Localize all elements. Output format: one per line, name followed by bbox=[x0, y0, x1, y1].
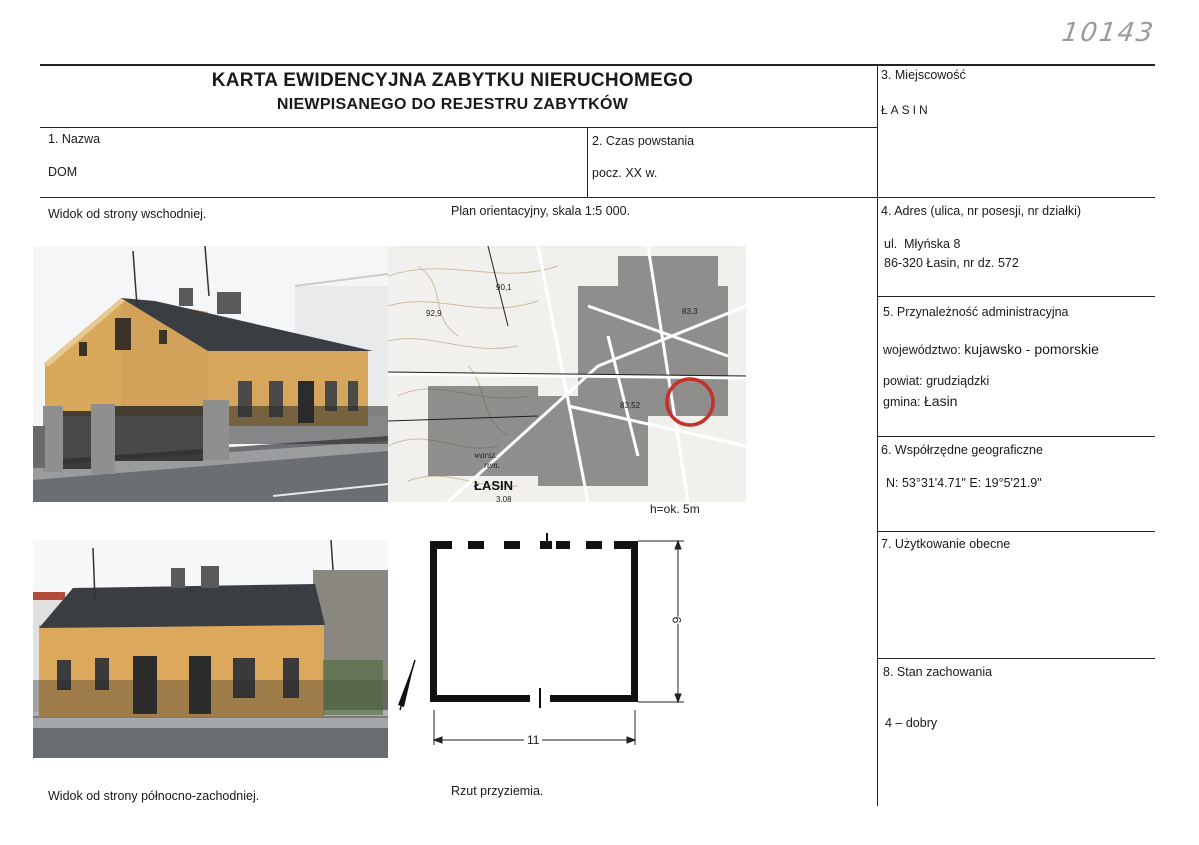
town-plan-illustration bbox=[388, 246, 746, 502]
card-title: KARTA EWIDENCYJNA ZABYTKU NIERUCHOMEGO bbox=[211, 70, 694, 91]
condition-value: 4 – dobry bbox=[885, 716, 938, 730]
right-column-divider bbox=[877, 64, 878, 806]
voivodeship-label: województwo: bbox=[883, 343, 965, 357]
usage-label: 7. Użytkowanie obecne bbox=[881, 537, 1011, 551]
table-top-border bbox=[40, 64, 1155, 66]
voivodeship bbox=[883, 341, 1099, 357]
address-label: 4. Adres (ulica, nr posesji, nr działki) bbox=[881, 204, 1082, 218]
locality-value: ŁASIN bbox=[881, 103, 931, 117]
commune bbox=[883, 393, 957, 409]
address-line1: ul. Młyńska 8 bbox=[884, 237, 961, 251]
plan-width-dimension: 11 bbox=[524, 733, 542, 747]
north-arrow-icon bbox=[398, 660, 415, 710]
coords-value: N: 53°31'4.71" E: 19°5'21.9" bbox=[886, 476, 1042, 490]
admin-label: 5. Przynależność administracyjna bbox=[883, 305, 1069, 319]
map-town-label: ŁASIN bbox=[474, 478, 513, 493]
ground-plan-svg bbox=[392, 505, 742, 780]
reference-number: 10143 bbox=[1059, 18, 1157, 48]
usage-bottom-border bbox=[877, 658, 1155, 659]
map-height-4: 83,52 bbox=[620, 401, 641, 410]
locality-label: 3. Miejscowość bbox=[881, 68, 966, 82]
coords-bottom-border bbox=[877, 531, 1155, 532]
photo-east-view bbox=[33, 246, 388, 502]
address-bottom-border bbox=[877, 296, 1155, 297]
card-subtitle: NIEWPISANEGO DO REJESTRU ZABYTKÓW bbox=[276, 96, 629, 113]
height-note: h=ok. 5m bbox=[650, 502, 700, 516]
admin-bottom-border bbox=[877, 436, 1155, 437]
voivodeship-value: kujawsko - pomorskie bbox=[964, 341, 1099, 357]
house-east-illustration bbox=[33, 246, 388, 502]
title-bottom-border bbox=[40, 127, 878, 128]
creation-time-value: pocz. XX w. bbox=[592, 166, 658, 180]
caption-view-nw: Widok od strony północno-zachodniej. bbox=[48, 789, 260, 803]
condition-label: 8. Stan zachowania bbox=[883, 665, 993, 679]
map-height-5: 3,08 bbox=[496, 495, 512, 502]
map-label-rem: rem. bbox=[484, 460, 500, 470]
row1-bottom-border bbox=[40, 197, 1155, 198]
orientation-map bbox=[388, 246, 746, 502]
photo-nw-view bbox=[33, 540, 388, 758]
name-label: 1. Nazwa bbox=[48, 132, 101, 146]
commune-label: gmina: bbox=[883, 395, 924, 409]
county: powiat: grudziądzki bbox=[883, 374, 990, 388]
caption-ground-plan: Rzut przyziemia. bbox=[451, 784, 544, 798]
caption-view-east: Widok od strony wschodniej. bbox=[48, 207, 207, 221]
caption-plan: Plan orientacyjny, skala 1:5 000. bbox=[451, 204, 631, 218]
commune-value: Łasin bbox=[924, 393, 958, 409]
coords-label: 6. Współrzędne geograficzne bbox=[881, 443, 1043, 457]
map-label-warsz: warsz. bbox=[474, 450, 498, 460]
map-height-2: 92,9 bbox=[426, 309, 442, 318]
plan-depth-dimension: 6 bbox=[669, 616, 684, 624]
map-height-1: 90,1 bbox=[496, 283, 512, 292]
name-value: DOM bbox=[48, 165, 78, 179]
map-height-3: 83,3 bbox=[682, 307, 698, 316]
address-line2: 86-320 Łasin, nr dz. 572 bbox=[884, 256, 1019, 270]
creation-time-label: 2. Czas powstania bbox=[592, 134, 695, 148]
name-time-divider bbox=[587, 127, 588, 198]
ground-plan-drawing bbox=[392, 502, 742, 780]
house-nw-illustration bbox=[33, 540, 388, 758]
